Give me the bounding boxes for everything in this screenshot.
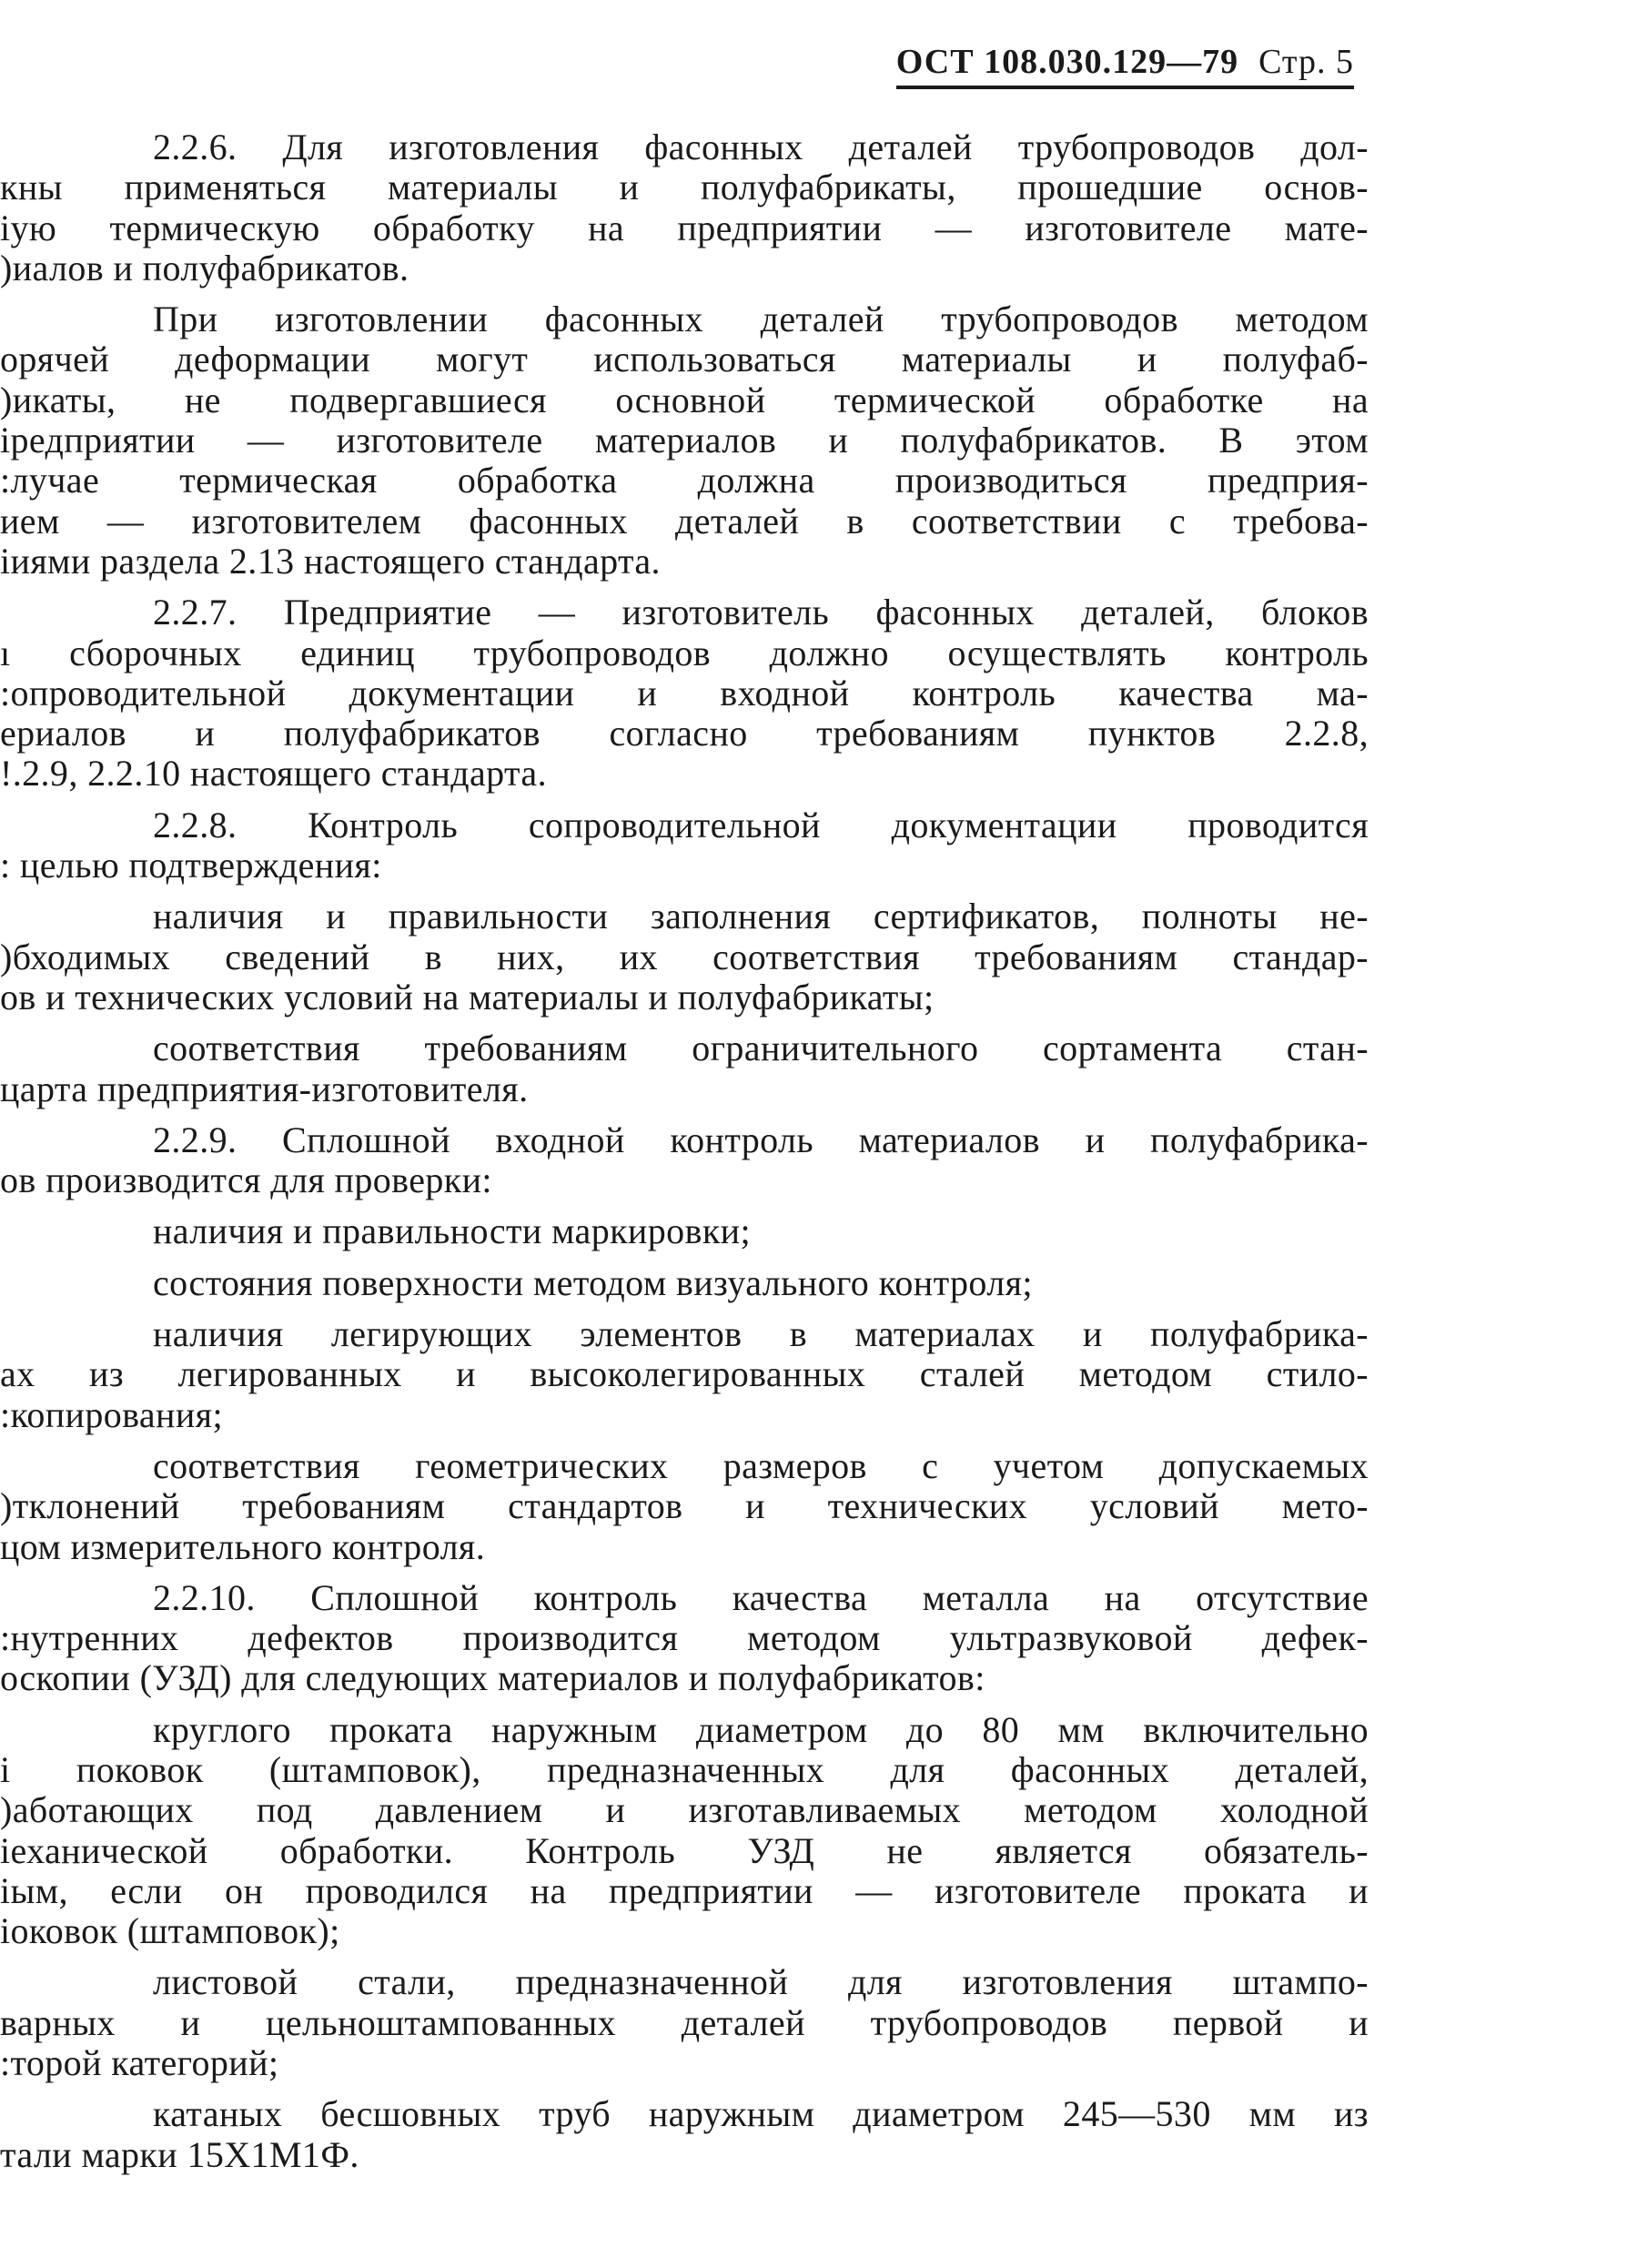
- text-line: іую термическую обработку на предприятии — изготовителе мате-: [0, 208, 1369, 248]
- text-line: іиями раздела 2.13 настоящего стандарта.: [0, 541, 661, 582]
- text-line: 2.2.7. Предприятие — изготовитель фасонных деталей, блоков: [153, 592, 1369, 633]
- text-line: царта предприятия-изготовителя.: [0, 1068, 529, 1109]
- paragraph: [0, 127, 1369, 289]
- paragraph: [0, 896, 1369, 1018]
- text-line: іеханической обработки. Контроль УЗД не является обязатель-: [0, 1830, 1369, 1871]
- paragraph: [0, 1710, 1369, 1952]
- text-line: орячей деформации могут использоваться материалы и полуфаб-: [0, 339, 1369, 380]
- text-line: ı сборочных единиц трубопроводов должно осуществлять контроль: [0, 633, 1369, 673]
- text-line: тали марки 15Х1М1Ф.: [0, 2134, 359, 2175]
- text-line: 2.2.6. Для изготовления фасонных деталей трубопроводов дол-: [153, 127, 1369, 167]
- paragraph: [0, 1263, 1369, 1303]
- text-line: :опроводительной документации и входной контроль качества ма-: [0, 673, 1369, 714]
- paragraph: [0, 2094, 1369, 2175]
- text-line: :торой категорий;: [0, 2043, 279, 2084]
- text-line: цом измерительного контроля.: [0, 1526, 486, 1567]
- paragraph: [0, 592, 1369, 794]
- text-line: наличия и правильности заполнения сертификатов, полноты не-: [153, 896, 1369, 937]
- text-line: листовой стали, предназначенной для изготовления штампо-: [153, 1962, 1369, 2003]
- text-line: ов производится для проверки:: [0, 1160, 492, 1201]
- text-line: ов и технических условий на материалы и полуфабрикаты;: [0, 977, 935, 1018]
- text-line: : целью подтверждения:: [0, 845, 382, 886]
- text-line: наличия легирующих элементов в материалах и полуфабрика-: [153, 1314, 1369, 1355]
- text-line: 2.2.9. Сплошной входной контроль материалов и полуфабрика-: [153, 1119, 1369, 1160]
- paragraph: [0, 1962, 1369, 2083]
- text-line: соответствия требованиям ограничительного сортамента стан-: [153, 1028, 1369, 1069]
- paragraph: [0, 1578, 1369, 1699]
- text-line: іредприятии — изготовителе материалов и полуфабрикатов. В этом: [0, 420, 1369, 461]
- page-header: [896, 42, 1354, 89]
- text-line: )тклонений требованиям стандартов и технических условий мето-: [0, 1486, 1369, 1527]
- text-line: состояния поверхности методом визуального контроля;: [153, 1262, 1033, 1303]
- standard-number: ОСТ 108.030.129—79: [895, 43, 1239, 81]
- text-line: круглого проката наружным диаметром до 80 мм включительно: [153, 1709, 1369, 1750]
- text-line: наличия и правильности маркировки;: [153, 1211, 751, 1252]
- paragraph: [0, 1314, 1369, 1435]
- paragraph: [0, 1446, 1369, 1567]
- text-line: ием — изготовителем фасонных деталей в соответствии с требова-: [0, 501, 1369, 542]
- text-line: !.2.9, 2.2.10 настоящего стандарта.: [0, 754, 547, 795]
- text-line: соответствия геометрических размеров с учетом допускаемых: [153, 1445, 1369, 1486]
- body-text: [0, 127, 1369, 2186]
- text-line: )иалов и полуфабрикатов.: [0, 248, 409, 289]
- paragraph: [0, 805, 1369, 886]
- paragraph: [0, 299, 1369, 582]
- text-line: )бходимых сведений в них, их соответствия требованиям стандар-: [0, 937, 1369, 977]
- paragraph: [0, 1120, 1369, 1201]
- text-line: :нутренних дефектов производится методом ультразвуковой дефек-: [0, 1618, 1369, 1659]
- text-line: 2.2.10. Сплошной контроль качества металла на отсутствие: [153, 1577, 1369, 1618]
- paragraph: [0, 1028, 1369, 1109]
- text-line: :лучае термическая обработка должна производиться предприя-: [0, 461, 1369, 501]
- text-line: катаных бесшовных труб наружным диаметром 245—530 мм из: [153, 2094, 1369, 2135]
- text-line: оскопии (УЗД) для следующих материалов и полуфабрикатов:: [0, 1658, 985, 1699]
- text-line: ах из легированных и высоколегированных сталей методом стило-: [0, 1354, 1369, 1395]
- text-line: 2.2.8. Контроль сопроводительной документации проводится: [153, 805, 1369, 845]
- text-line: ериалов и полуфабрикатов согласно требованиям пунктов 2.2.8,: [0, 714, 1369, 754]
- text-line: варных и цельноштампованных деталей трубопроводов первой и: [0, 2002, 1369, 2043]
- text-line: :копирования;: [0, 1394, 223, 1435]
- text-line: іоковок (штамповок);: [0, 1911, 340, 1952]
- text-line: кны применяться материалы и полуфабрикаты, прошедшие основ-: [0, 167, 1369, 208]
- text-line: і поковок (штамповок), предназначенных для фасонных деталей,: [0, 1749, 1369, 1790]
- text-line: При изготовлении фасонных деталей трубопроводов методом: [153, 299, 1369, 340]
- text-line: )икаты, не подвергавшиеся основной термической обработке на: [0, 380, 1369, 420]
- text-line: )аботающих под давлением и изготавливаемых методом холодной: [0, 1790, 1369, 1831]
- page-number: Стр. 5: [1258, 43, 1354, 81]
- text-line: іым, если он проводился на предприятии — изготовителе проката и: [0, 1870, 1369, 1911]
- paragraph: [0, 1211, 1369, 1251]
